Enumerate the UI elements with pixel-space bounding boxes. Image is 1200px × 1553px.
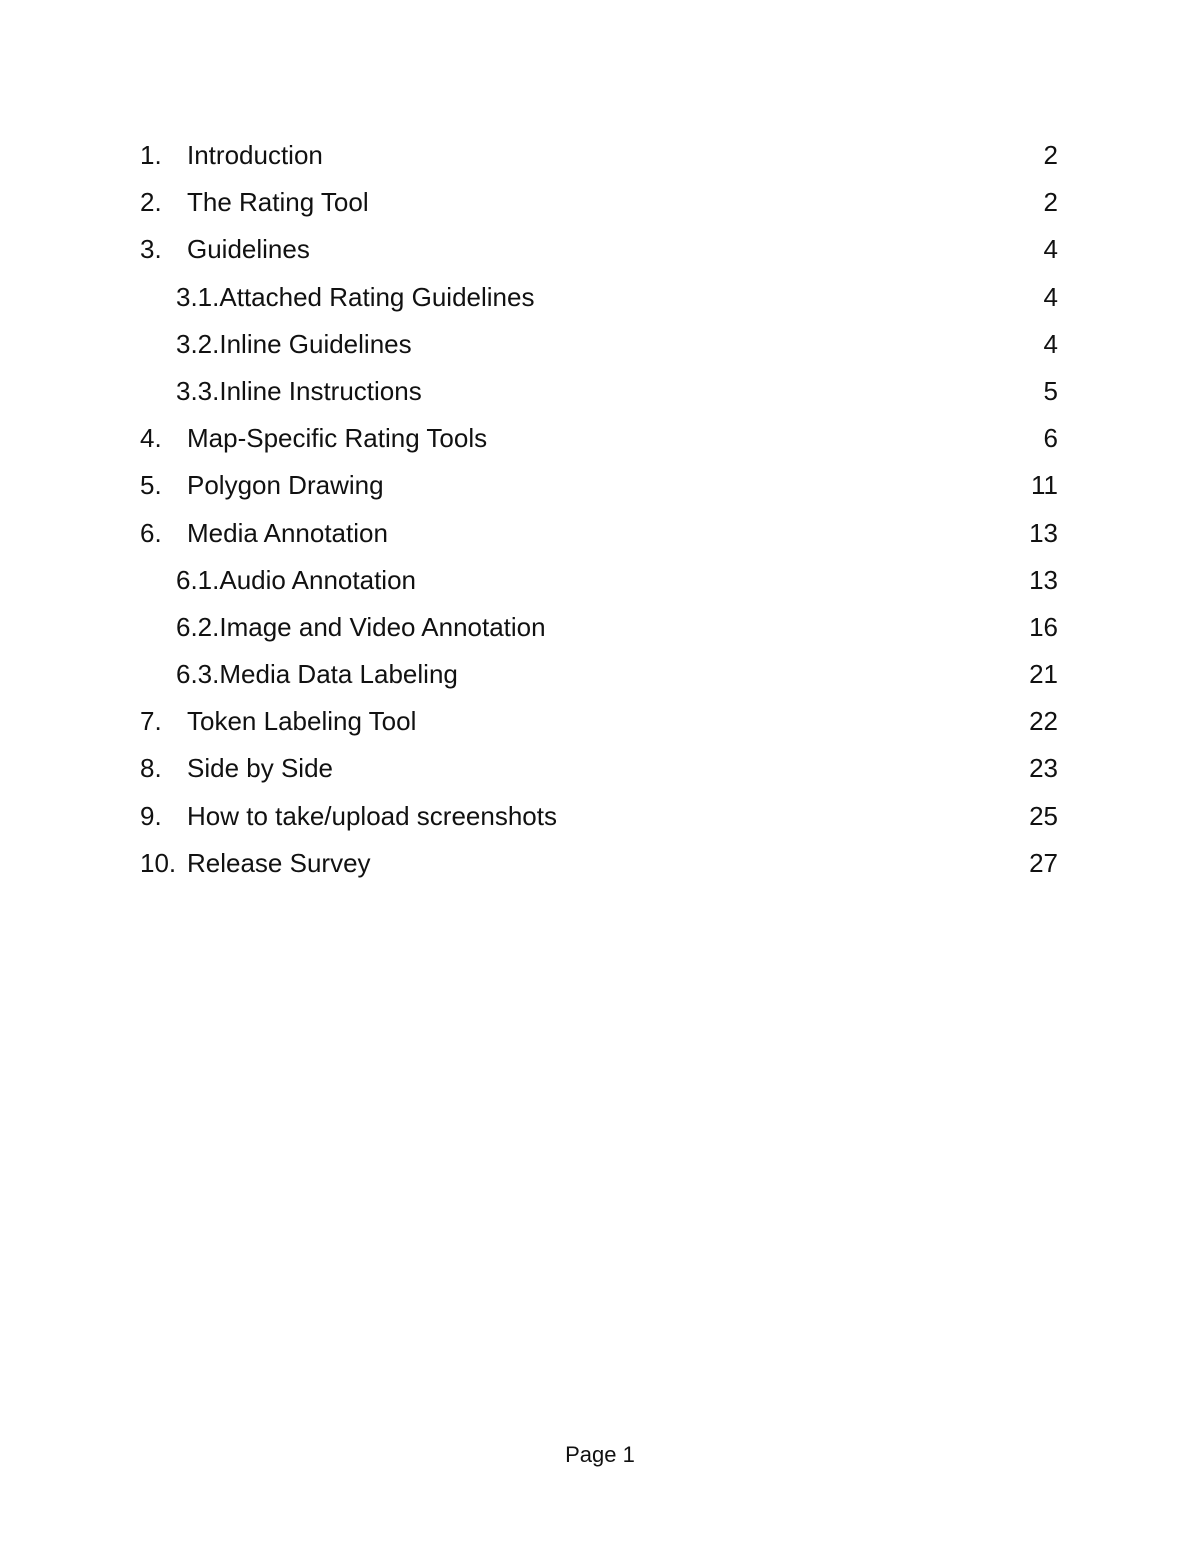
- toc-subentry[interactable]: [140, 321, 1058, 368]
- toc-entry-page: 23: [1029, 753, 1058, 784]
- toc-entry[interactable]: [140, 745, 1058, 792]
- toc-entry-number: 4.: [140, 423, 162, 454]
- toc-entry-title: Map-Specific Rating Tools: [187, 423, 488, 454]
- toc-entry[interactable]: [140, 226, 1058, 273]
- toc-entry-title: Inline Instructions: [219, 375, 422, 406]
- toc-entry-title: Introduction: [187, 140, 323, 170]
- toc-entry-number: 6.3.: [176, 659, 220, 690]
- toc-entry-page: 2: [1043, 187, 1058, 218]
- toc-entry-title: Media Annotation: [187, 517, 388, 548]
- table-of-contents: [140, 132, 1058, 887]
- toc-entry-page: 21: [1029, 659, 1058, 690]
- toc-entry-title: Inline Guidelines: [219, 328, 412, 359]
- toc-entry-number: 5.: [140, 470, 162, 501]
- toc-entry-number: 3.2.: [176, 328, 220, 359]
- toc-entry[interactable]: [140, 510, 1058, 557]
- toc-entry[interactable]: [140, 179, 1058, 226]
- toc-entry-title: Image and Video Annotation: [219, 611, 546, 642]
- toc-entry-title: Polygon Drawing: [187, 470, 384, 501]
- toc-entry-page: 13: [1029, 564, 1058, 595]
- toc-entry[interactable]: [140, 793, 1058, 840]
- toc-entry-page: 4: [1043, 234, 1058, 265]
- toc-entry-number: 1.: [140, 140, 162, 170]
- toc-entry-page: 13: [1029, 517, 1058, 548]
- toc-entry-page: 11: [1031, 470, 1058, 501]
- toc-subentry[interactable]: [140, 604, 1058, 651]
- toc-entry-page: 5: [1043, 375, 1058, 406]
- toc-entry-title: Release Survey: [187, 847, 371, 878]
- toc-entry-number: 3.3.: [176, 375, 220, 406]
- toc-entry-page: 2: [1043, 140, 1058, 170]
- toc-entry-page: 25: [1029, 800, 1058, 831]
- toc-entry[interactable]: [140, 462, 1058, 509]
- toc-entry-number: 7.: [140, 706, 162, 737]
- toc-entry-page: 4: [1043, 281, 1058, 312]
- toc-entry-title: The Rating Tool: [187, 187, 369, 218]
- toc-entry-number: 3.: [140, 234, 162, 265]
- toc-subentry[interactable]: [140, 651, 1058, 698]
- toc-entry-title: Attached Rating Guidelines: [219, 281, 535, 312]
- toc-entry-number: 2.: [140, 187, 162, 218]
- toc-entry-number: 8.: [140, 753, 162, 784]
- toc-entry-number: 10.: [140, 847, 177, 878]
- toc-entry[interactable]: [140, 415, 1058, 462]
- toc-entry-page: 16: [1029, 611, 1058, 642]
- toc-entry-title: Media Data Labeling: [219, 659, 458, 690]
- toc-entry-title: Side by Side: [187, 753, 333, 784]
- toc-entry[interactable]: [140, 840, 1058, 887]
- toc-entry-number: 6.2.: [176, 611, 220, 642]
- toc-entry-page: 27: [1029, 847, 1058, 878]
- toc-entry-number: 6.: [140, 517, 162, 548]
- toc-entry-number: 9.: [140, 800, 162, 831]
- page-number-footer: Page 1: [565, 1442, 635, 1467]
- toc-entry-number: 3.1.: [176, 281, 220, 312]
- toc-entry-number: 6.1.: [176, 564, 220, 595]
- toc-entry-page: 6: [1043, 423, 1058, 454]
- toc-entry-title: Token Labeling Tool: [187, 706, 417, 737]
- toc-entry-page: 4: [1043, 328, 1058, 359]
- toc-entry[interactable]: [140, 132, 1058, 179]
- toc-subentry[interactable]: [140, 557, 1058, 604]
- toc-subentry[interactable]: [140, 368, 1058, 415]
- toc-entry-page: 22: [1029, 706, 1058, 737]
- toc-entry-title: How to take/upload screenshots: [187, 800, 557, 831]
- toc-entry-title: Guidelines: [187, 234, 310, 265]
- toc-entry-title: Audio Annotation: [219, 564, 416, 595]
- toc-entry[interactable]: [140, 698, 1058, 745]
- toc-subentry[interactable]: [140, 274, 1058, 321]
